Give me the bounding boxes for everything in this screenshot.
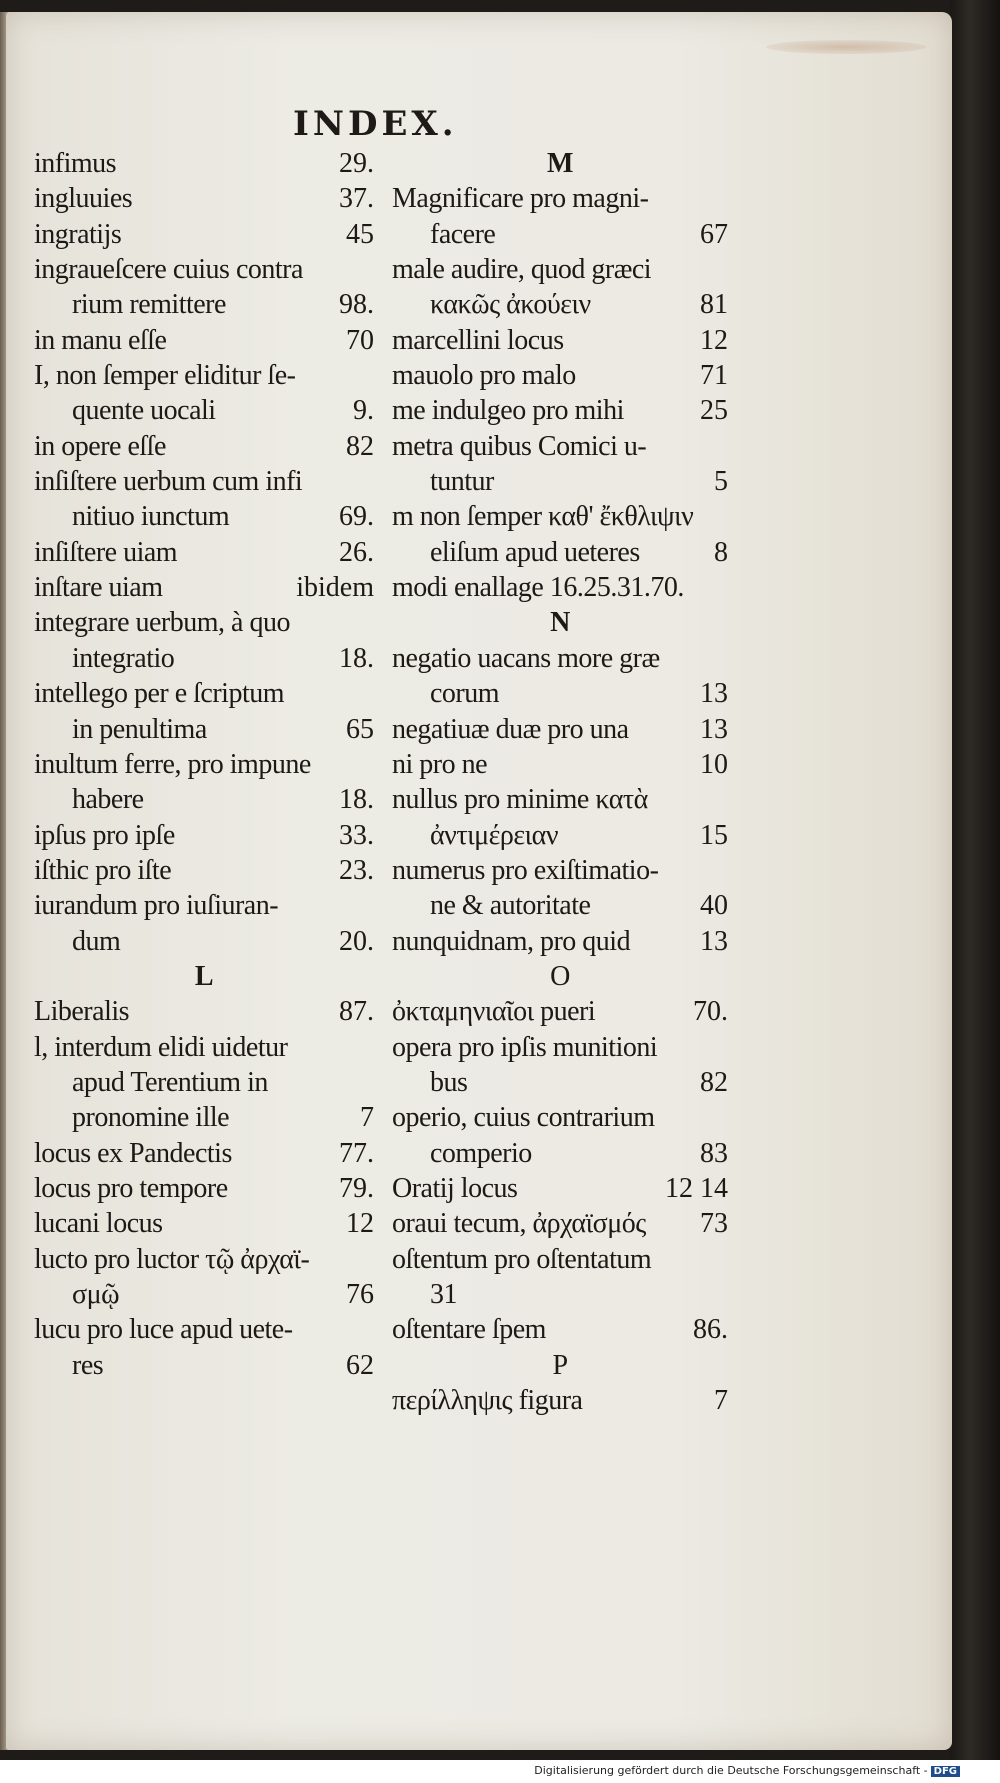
index-entry (392, 393, 728, 428)
entry-term: negatiuæ duæ pro una (392, 713, 629, 745)
entry-term: oraui tecum, ἀρχαϊσμός (392, 1208, 646, 1240)
entry-term: in manu eſſe (34, 324, 167, 356)
entry-term: ὀκταμηνιαῖοι pueri (392, 996, 596, 1028)
index-entry (392, 252, 728, 287)
entry-term: integratio (72, 642, 175, 674)
entry-term: ipſus pro ipſe (34, 819, 175, 851)
entry-term: lucto pro luctor τῷ ἀρχαϊ- (34, 1243, 310, 1275)
index-entry (34, 535, 374, 570)
index-entry (34, 393, 374, 428)
entry-page-number: 12 (700, 324, 728, 356)
entry-page-number: 98. (339, 289, 374, 321)
entry-term: corum (430, 678, 500, 710)
entry-page-number: 7 (360, 1102, 374, 1134)
section-letter-text: O (550, 960, 570, 992)
entry-term: quente uocali (72, 395, 216, 427)
entry-page-number: 25 (700, 395, 728, 427)
entry-term: inſiſtere uerbum cum infi (34, 466, 303, 498)
entry-term: opera pro ipſis munitioni (392, 1031, 658, 1063)
entry-term: nullus pro minime κατὰ (392, 784, 648, 816)
index-entry (392, 1171, 728, 1206)
entry-page-number: 18. (339, 642, 374, 674)
entry-term: integrare uerbum, à quo (34, 607, 290, 639)
entry-page-number: 8 (714, 536, 728, 568)
entry-page-number: 13 (700, 713, 728, 745)
index-entry (392, 853, 728, 888)
entry-term: oſtentare ſpem (392, 1314, 546, 1346)
entry-page-number: 70. (693, 996, 728, 1028)
entry-page-number: 77. (339, 1137, 374, 1169)
entry-term: operio, cuius contrarium (392, 1102, 655, 1134)
index-entry (392, 1383, 728, 1418)
entry-term: negatio uacans more græ (392, 642, 660, 674)
credit-text: Digitalisierung gefördert durch die Deutsche Forschungsgemeinschaft - (534, 1764, 928, 1777)
entry-page-number: 71 (700, 360, 728, 392)
entry-term: tuntur (430, 466, 494, 498)
entry-page-number: 76 (346, 1279, 374, 1310)
section-letter-text: N (550, 607, 570, 639)
entry-term: pronomine ille (72, 1102, 230, 1134)
index-entry (392, 994, 728, 1029)
entry-term: Oratij locus (392, 1172, 518, 1204)
entry-term: ἀντιμέρειαν (430, 819, 558, 851)
entry-page-number: 87. (339, 996, 374, 1028)
entry-term: in penultima (72, 713, 207, 745)
entry-page-number: 23. (339, 854, 374, 886)
index-entry (34, 1030, 374, 1065)
index-entry (34, 782, 374, 817)
index-entry (392, 747, 728, 782)
index-entry (392, 676, 728, 711)
section-letter (392, 1348, 728, 1383)
entry-page-number: 7 (714, 1385, 728, 1417)
index-entry (392, 924, 728, 959)
index-entry (34, 252, 374, 287)
entry-term: ingluuies (34, 183, 133, 215)
index-entry (392, 1206, 728, 1241)
entry-term: Magnificare pro magni- (392, 183, 649, 215)
entry-term: eliſum apud ueteres (430, 536, 640, 568)
entry-term: res (72, 1349, 104, 1381)
index-entry (392, 818, 728, 853)
entry-page-number: 65 (346, 713, 374, 745)
index-entry (34, 1065, 374, 1100)
entry-page-number: 10 (700, 748, 728, 780)
entry-term: comperio (430, 1137, 532, 1169)
section-letter (392, 146, 728, 181)
entry-page-number: 70 (346, 324, 374, 356)
index-entry (34, 464, 374, 499)
index-entry (34, 358, 374, 393)
entry-term: dum (72, 925, 121, 957)
entry-page-number: 13 (700, 678, 728, 710)
entry-page-number: 79. (339, 1172, 374, 1204)
section-letter (392, 605, 728, 640)
index-entry (392, 1277, 728, 1312)
index-entry (34, 499, 374, 534)
entry-term: nitiuo iunctum (72, 501, 230, 533)
section-letter-text: P (552, 1349, 568, 1381)
entry-page-number: 67 (700, 218, 728, 250)
entry-page-number: 82 (700, 1066, 728, 1098)
entry-term: lucu pro luce apud uete- (34, 1314, 293, 1346)
entry-term: locus pro tempore (34, 1172, 228, 1204)
entry-page-number: 20. (339, 925, 374, 957)
entry-term: modi enallage 16.25.31.70. (392, 572, 684, 604)
index-entry (392, 535, 728, 570)
index-entry (392, 782, 728, 817)
index-entry (392, 1030, 728, 1065)
entry-term: male audire, quod græci (392, 254, 652, 286)
index-entry (392, 287, 728, 322)
entry-term: ni pro ne (392, 748, 488, 780)
index-entry (392, 464, 728, 499)
section-letter (392, 959, 728, 994)
index-entry (34, 1206, 374, 1241)
entry-page-number: 62 (346, 1349, 374, 1381)
entry-page-number: ibidem (296, 572, 374, 604)
index-entry (34, 429, 374, 464)
index-entry (34, 1100, 374, 1135)
entry-term: iurandum pro iuſiuran- (34, 890, 279, 922)
entry-term: rium remittere (72, 289, 226, 321)
index-entry (34, 818, 374, 853)
entry-page-number: 73 (700, 1208, 728, 1240)
entry-term: habere (72, 784, 144, 816)
index-entry (392, 712, 728, 747)
index-entry (34, 1242, 374, 1277)
index-entry (34, 1312, 374, 1347)
entry-page-number: 29. (339, 148, 374, 179)
index-entry (34, 1348, 374, 1383)
index-entry (34, 605, 374, 640)
index-entry (392, 323, 728, 358)
index-column-left (34, 146, 374, 1383)
index-entry (34, 287, 374, 322)
entry-term: facere (430, 218, 496, 250)
entry-page-number: 15 (700, 819, 728, 851)
index-entry (392, 1312, 728, 1347)
entry-term: intellego per e ſcriptum (34, 678, 285, 710)
entry-term: locus ex Pandectis (34, 1137, 232, 1169)
index-entry (34, 1136, 374, 1171)
entry-term: l, interdum elidi uidetur (34, 1031, 288, 1063)
entry-term: infimus (34, 148, 117, 179)
entry-term: iſthic pro iſte (34, 854, 172, 886)
entry-term: ingraueſcere cuius contra (34, 254, 303, 286)
entry-term: numerus pro exiſtimatio- (392, 854, 659, 886)
entry-page-number: 37. (339, 183, 374, 215)
index-entry (34, 747, 374, 782)
index-entry (392, 181, 728, 216)
index-entry (392, 1136, 728, 1171)
entry-page-number: 18. (339, 784, 374, 816)
entry-term: inſiſtere uiam (34, 536, 178, 568)
digitization-credit (534, 1764, 960, 1777)
entry-term: nunquidnam, pro quid (392, 925, 631, 957)
entry-term: Liberalis (34, 996, 130, 1028)
entry-page-number: 40 (700, 890, 728, 922)
entry-term: metra quibus Comici u- (392, 430, 647, 462)
entry-page-number: 33. (339, 819, 374, 851)
index-entry (392, 641, 728, 676)
entry-page-number: 69. (339, 501, 374, 533)
index-entry (392, 429, 728, 464)
entry-term: κακῶς ἀκούειν (430, 289, 591, 321)
entry-term: ne & autoritate (430, 890, 591, 922)
entry-page-number: 45 (346, 218, 374, 250)
index-entry (34, 217, 374, 252)
entry-page-number: 86. (693, 1314, 728, 1346)
entry-term: I, non ſemper eliditur ſe- (34, 360, 296, 392)
entry-page-number: 13 (700, 925, 728, 957)
entry-term: in opere eſſe (34, 430, 166, 462)
entry-term: περίλληψις figura (392, 1385, 583, 1417)
section-letter-text: L (194, 960, 214, 992)
index-entry (34, 994, 374, 1029)
index-entry (34, 181, 374, 216)
index-entry (392, 1065, 728, 1100)
section-letter (34, 959, 374, 994)
index-entry (34, 641, 374, 676)
entry-term: oſtentum pro oſtentatum (392, 1243, 652, 1275)
entry-page-number: 5 (714, 466, 728, 498)
entry-page-number: 83 (700, 1137, 728, 1169)
dfg-logo: DFG (931, 1766, 960, 1777)
entry-page-number: 81 (700, 289, 728, 321)
entry-term: marcellini locus (392, 324, 564, 356)
entry-term: inſtare uiam (34, 572, 163, 604)
entry-page-number: 26. (339, 536, 374, 568)
page-stain (766, 40, 926, 54)
index-entry (392, 570, 728, 605)
entry-term: σμῷ (72, 1279, 120, 1310)
entry-term: me indulgeo pro mihi (392, 395, 624, 427)
index-entry (34, 146, 374, 181)
index-entry (34, 1277, 374, 1312)
entry-page-number: 82 (346, 430, 374, 462)
index-entry (34, 888, 374, 923)
entry-page-number: 12 14 (665, 1172, 728, 1204)
section-letter-text: M (547, 148, 573, 179)
entry-page-number: 9. (353, 395, 374, 427)
entry-term: inultum ferre, pro impune (34, 748, 311, 780)
index-entry (392, 1242, 728, 1277)
page-right-edge (950, 0, 1000, 1783)
entry-term: lucani locus (34, 1208, 163, 1240)
index-entry (34, 1171, 374, 1206)
index-entry (34, 853, 374, 888)
entry-term: 31 (430, 1279, 457, 1310)
index-column-right (392, 146, 728, 1418)
entry-page-number: 12 (346, 1208, 374, 1240)
entry-term: bus (430, 1066, 468, 1098)
index-entry (34, 570, 374, 605)
entry-term: ingratijs (34, 218, 122, 250)
entry-term: m non ſemper καθ' ἔκθλιψιν (392, 501, 694, 533)
index-entry (392, 1100, 728, 1135)
index-entry (392, 217, 728, 252)
entry-term: mauolo pro malo (392, 360, 576, 392)
index-entry (34, 676, 374, 711)
index-entry (34, 323, 374, 358)
index-entry (34, 924, 374, 959)
entry-term: apud Terentium in (72, 1066, 268, 1098)
index-entry (392, 499, 728, 534)
index-entry (392, 888, 728, 923)
index-entry (34, 712, 374, 747)
index-entry (392, 358, 728, 393)
page-title: INDEX. (293, 104, 458, 144)
